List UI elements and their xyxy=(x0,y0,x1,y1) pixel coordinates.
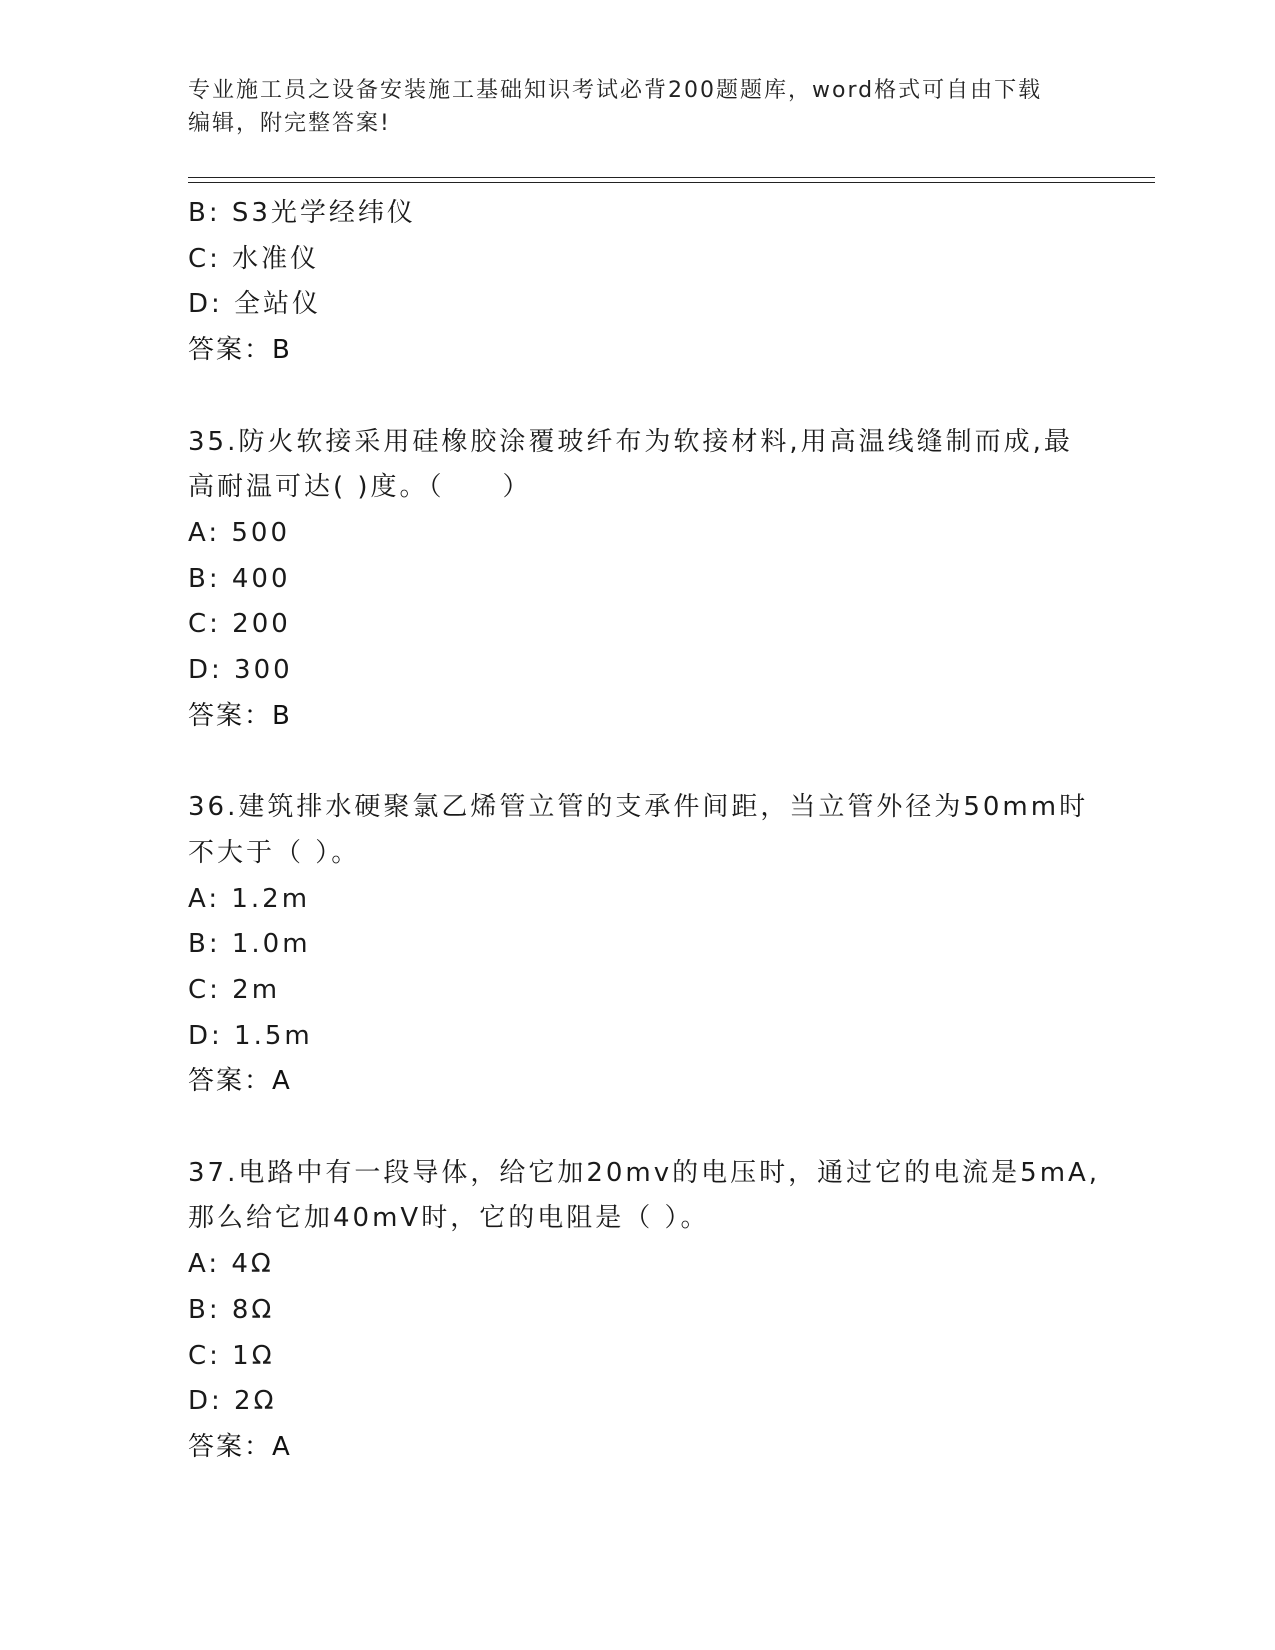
answer-label: 答案：A xyxy=(188,1431,292,1462)
question-content xyxy=(188,191,1101,1471)
option-c: C: 2m xyxy=(188,974,281,1005)
spacer xyxy=(188,1105,1088,1151)
option-c: C: 200 xyxy=(188,609,291,640)
question-stem-line-1: 37.电路中有一段导体，给它加20mv的电压时，通过它的电流是5mA, xyxy=(188,1157,1101,1188)
option-a: A: 1.2m xyxy=(188,883,311,914)
spacer xyxy=(188,739,1088,785)
question-stem-line-2: 不大于（ ）。 xyxy=(188,837,361,868)
option-d: D: 全站仪 xyxy=(188,289,322,320)
option-a: A: 4Ω xyxy=(188,1249,274,1280)
option-b: B: 400 xyxy=(188,563,291,594)
question-stem-line-1: 36.建筑排水硬聚氯乙烯管立管的支承件间距，当立管外径为50mm时 xyxy=(188,792,1089,823)
option-a: A: 500 xyxy=(188,517,290,548)
option-d: D: 300 xyxy=(188,655,293,686)
question-36-block xyxy=(188,785,1088,1105)
document-header xyxy=(188,74,1088,140)
option-b: B: S3光学经纬仪 xyxy=(188,198,416,228)
spacer xyxy=(188,374,1088,420)
question-37-block xyxy=(188,1151,1101,1471)
option-b: B: 1.0m xyxy=(188,929,311,960)
option-d: D: 1.5m xyxy=(188,1020,313,1051)
question-stem-line-1: 35.防火软接采用硅橡胶涂覆玻纤布为软接材料,用高温线缝制而成,最 xyxy=(188,426,1073,457)
question-35-block xyxy=(188,420,1088,740)
question-stem-line-2: 高耐温可达( )度。（ ） xyxy=(188,472,532,503)
prev-question-block xyxy=(188,191,1088,374)
answer-label: 答案：A xyxy=(188,1066,292,1097)
answer-label: 答案：B xyxy=(188,700,292,731)
option-b: B: 8Ω xyxy=(188,1294,275,1325)
answer-label: 答案：B xyxy=(188,335,292,366)
header-line-2: 编辑，附完整答案! xyxy=(188,111,391,136)
header-rule-bottom xyxy=(188,182,1155,183)
question-stem-line-2: 那么给它加40mV时，它的电阻是（ ）。 xyxy=(188,1203,710,1234)
header-line-1: 专业施工员之设备安装施工基础知识考试必背200题题库，word格式可自由下载 xyxy=(188,78,1043,103)
option-c: C: 1Ω xyxy=(188,1340,275,1371)
option-c: C: 水准仪 xyxy=(188,243,320,274)
header-rule-top xyxy=(188,177,1155,178)
option-d: D: 2Ω xyxy=(188,1386,277,1417)
